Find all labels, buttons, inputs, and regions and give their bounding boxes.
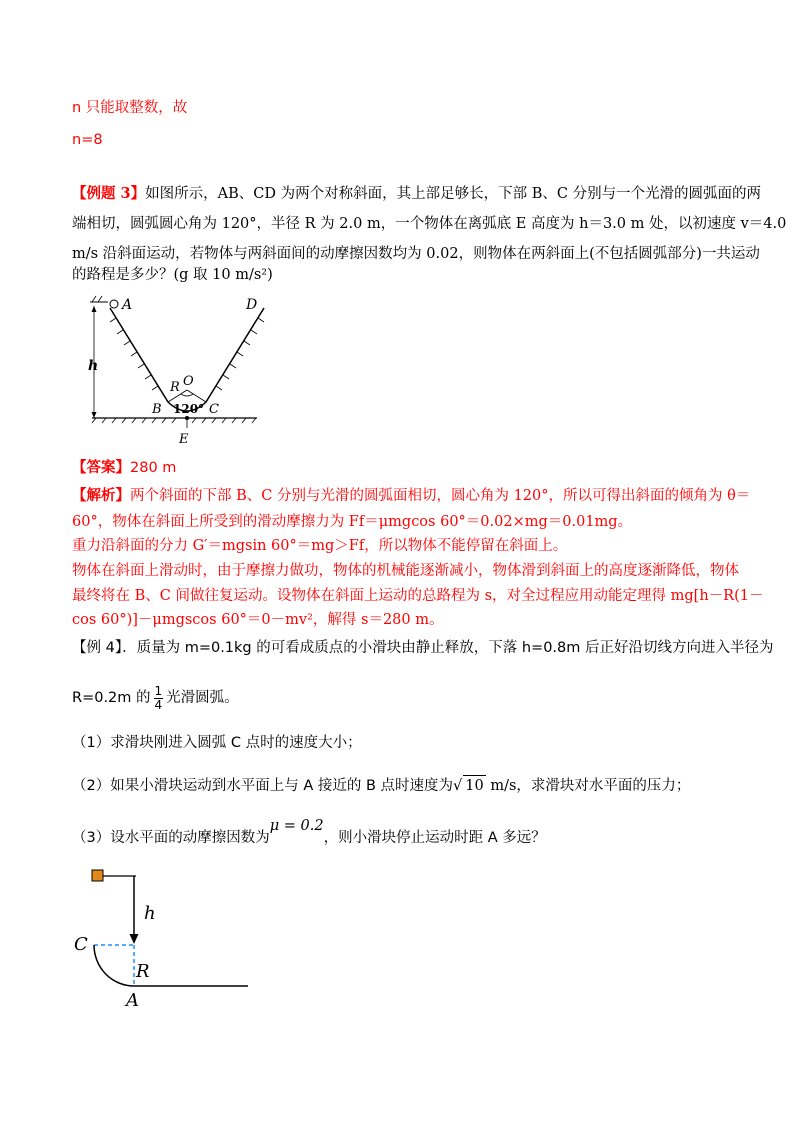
label-c: C xyxy=(74,934,88,955)
question-text: 如图所示，AB、CD 为两个对称斜面，其上部足够长，下部 B、C 分别与一个光滑的圆弧面的两 xyxy=(145,186,762,202)
example3-tag: 【例题 3】 xyxy=(72,185,146,202)
part3-text xyxy=(72,818,728,848)
part1-text: （1）求滑块刚进入圆弧 C 点时的速度大小； xyxy=(72,735,362,751)
question-text: （2）如果小滑块运动到水平面上与 A 接近的 B 点时速度为 xyxy=(72,778,454,794)
label-c: C xyxy=(209,402,219,417)
label-o: O xyxy=(183,374,194,389)
label-angle: 120° xyxy=(173,402,205,416)
label-r: R xyxy=(136,961,150,982)
question-text: （3）设水平面的动摩擦因数为 xyxy=(72,830,270,846)
fraction-quarter xyxy=(154,685,164,712)
question-text: m/s 沿斜面运动，若物体与两斜面间的动摩擦因数均为 0.02，则物体在两斜面上(不包括圆弧部分)一共运动 xyxy=(72,246,760,262)
label-h: h xyxy=(144,903,156,924)
question-text: 质量为 m=0.1kg 的可看成质点的小滑块由静止释放，下落 h=0.8m 后正好沿切线方向进入半径为 xyxy=(136,640,774,656)
question-text: ，则小滑块停止运动时距 A 多远？ xyxy=(323,830,546,846)
text-line: n 只能取整数，故 xyxy=(72,100,188,116)
example4-question xyxy=(72,638,774,658)
part2-text xyxy=(72,775,728,796)
arc-figure xyxy=(70,866,260,1016)
question-text: 的路程是多少？(g 取 10 m/s²) xyxy=(72,267,273,283)
example3-question xyxy=(72,184,762,204)
fraction-numerator: 1 xyxy=(154,683,163,698)
analysis-text: 60°，物体在斜面上所受到的滑动摩擦力为 Ff＝μmgcos 60°＝0.02×mg＝0.01mg。 xyxy=(72,514,633,530)
answer-line xyxy=(72,458,728,478)
sqrt-value: 10 xyxy=(463,775,485,796)
analysis-line xyxy=(72,486,751,506)
label-e: E xyxy=(179,432,189,447)
question-text: ，求滑块对水平面的压力； xyxy=(516,778,691,794)
label-a: A xyxy=(126,990,139,1011)
label-d: D xyxy=(246,297,258,313)
label-a: A xyxy=(122,297,133,313)
incline-figure xyxy=(82,290,272,450)
analysis-text: 物体在斜面上滑动时，由于摩擦力做功，物体的机械能逐渐减小，物体滑到斜面上的高度逐渐降低，物体 xyxy=(72,563,739,579)
fraction-denominator: 4 xyxy=(154,697,163,712)
text-line: n=8 xyxy=(72,132,103,148)
question-text xyxy=(72,683,728,713)
example4-tag: 【例 4】． xyxy=(72,640,137,656)
mu-expression: μ = 0.2 xyxy=(269,818,324,834)
unit: m/s xyxy=(490,778,517,794)
label-h: h xyxy=(88,358,99,374)
label-r: R xyxy=(170,380,180,395)
analysis-text: cos 60°)]－μmgscos 60°＝0－mv²，解得 s＝280 m。 xyxy=(72,612,444,628)
question-text: 光滑圆弧。 xyxy=(166,690,239,706)
label-b: B xyxy=(152,402,162,417)
analysis-tag: 【解析】 xyxy=(72,487,130,504)
question-text: R=0.2m 的 xyxy=(72,690,151,706)
analysis-text: 重力沿斜面的分力 G′＝mgsin 60°＝mg＞Ff，所以物体不能停留在斜面上。 xyxy=(72,538,568,554)
answer-value: 280 m xyxy=(130,460,177,476)
sqrt-expression: √ 10 m/s xyxy=(453,778,516,794)
analysis-text: 两个斜面的下部 B、C 分别与光滑的圆弧面相切，圆心角为 120°，所以可得出斜面的倾角为 θ＝ xyxy=(130,488,751,504)
answer-tag: 【答案】 xyxy=(72,459,130,476)
analysis-text: 最终将在 B、C 间做往复运动。设物体在斜面上运动的总路程为 s，对全过程应用动能定理得 mg[h－R(1－ xyxy=(72,588,764,604)
question-text: 端相切，圆弧圆心角为 120°，半径 R 为 2.0 m，一个物体在离弧底 E 高度为 h＝3.0 m 处，以初速度 v＝4.0 xyxy=(72,216,787,232)
